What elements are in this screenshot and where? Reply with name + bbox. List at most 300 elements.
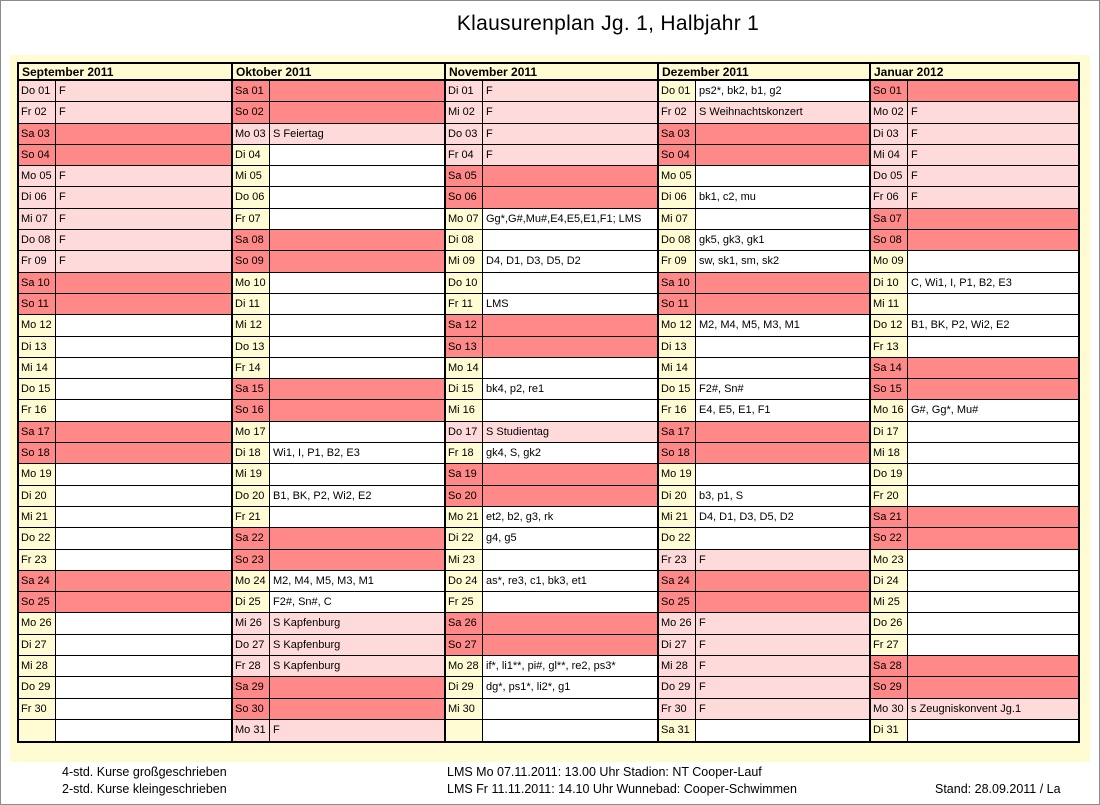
day-date: Sa 01 <box>233 81 270 101</box>
day-row <box>233 187 444 208</box>
day-row <box>871 379 1078 400</box>
month-column <box>444 64 657 741</box>
day-row <box>446 464 657 485</box>
day-entry <box>696 422 869 442</box>
day-date: Sa 17 <box>659 422 696 442</box>
day-row <box>659 699 869 720</box>
day-row <box>19 337 231 358</box>
day-entry: F <box>908 102 1078 122</box>
day-entry <box>270 315 444 335</box>
day-row <box>19 571 231 592</box>
day-entry: F2#, Sn# <box>696 379 869 399</box>
day-row <box>446 124 657 145</box>
day-row <box>233 677 444 698</box>
day-row <box>871 571 1078 592</box>
month-column <box>657 64 869 741</box>
day-entry: F <box>56 102 231 122</box>
day-date: Di 01 <box>446 81 483 101</box>
day-row <box>233 124 444 145</box>
day-row <box>446 592 657 613</box>
day-row <box>659 422 869 443</box>
day-date: Mo 19 <box>19 464 56 484</box>
day-entry <box>56 571 231 591</box>
day-entry: S Feiertag <box>270 124 444 144</box>
day-row <box>19 464 231 485</box>
day-date: Fr 07 <box>233 209 270 229</box>
day-entry: D4, D1, D3, D5, D2 <box>696 507 869 527</box>
day-date: So 22 <box>871 528 908 548</box>
day-entry: bk1, c2, mu <box>696 187 869 207</box>
day-row <box>233 699 444 720</box>
day-row <box>233 613 444 634</box>
day-date: Mi 02 <box>446 102 483 122</box>
day-row <box>446 379 657 400</box>
day-entry <box>56 656 231 676</box>
day-date: So 01 <box>871 81 908 101</box>
day-date: Do 29 <box>659 677 696 697</box>
day-date: Sa 21 <box>871 507 908 527</box>
day-row <box>871 464 1078 485</box>
day-entry <box>56 699 231 719</box>
day-entry <box>483 187 657 207</box>
day-entry <box>696 337 869 357</box>
day-date <box>19 720 56 741</box>
day-entry: gk4, S, gk2 <box>483 443 657 463</box>
day-row <box>871 81 1078 102</box>
day-row <box>871 187 1078 208</box>
day-entry <box>270 699 444 719</box>
day-date: Di 27 <box>659 635 696 655</box>
day-row <box>233 102 444 123</box>
day-row <box>446 81 657 102</box>
day-row <box>446 251 657 272</box>
day-entry: F <box>696 635 869 655</box>
day-row <box>233 358 444 379</box>
day-date: Sa 29 <box>233 677 270 697</box>
day-date: Di 20 <box>19 486 56 506</box>
day-date: Mo 17 <box>233 422 270 442</box>
month-header: Januar 2012 <box>871 64 1078 81</box>
day-date: Mi 21 <box>19 507 56 527</box>
day-entry: bk4, p2, re1 <box>483 379 657 399</box>
day-entry <box>270 507 444 527</box>
day-date: Do 01 <box>659 81 696 101</box>
day-date: Fr 04 <box>446 145 483 165</box>
day-entry <box>483 400 657 420</box>
day-date: Sa 10 <box>659 273 696 293</box>
day-entry <box>270 81 444 101</box>
day-date: So 11 <box>659 294 696 314</box>
day-entry <box>483 635 657 655</box>
day-date: So 04 <box>659 145 696 165</box>
day-date: Sa 28 <box>871 656 908 676</box>
day-row <box>446 209 657 230</box>
day-date: Di 29 <box>446 677 483 697</box>
day-row <box>233 315 444 336</box>
day-date: So 29 <box>871 677 908 697</box>
day-row <box>871 230 1078 251</box>
day-date: So 06 <box>446 187 483 207</box>
day-row <box>871 720 1078 741</box>
day-date: Mo 23 <box>871 550 908 570</box>
day-date: Fr 28 <box>233 656 270 676</box>
day-date: Sa 24 <box>19 571 56 591</box>
day-entry <box>270 294 444 314</box>
day-row <box>446 358 657 379</box>
day-date: Mi 04 <box>871 145 908 165</box>
day-entry <box>908 486 1078 506</box>
day-entry: F <box>908 166 1078 186</box>
day-row <box>446 613 657 634</box>
day-row <box>19 507 231 528</box>
day-entry: F <box>56 81 231 101</box>
day-date <box>446 720 483 741</box>
legend-line-1: 4-std. Kurse großgeschrieben <box>62 765 227 779</box>
day-date: Sa 14 <box>871 358 908 378</box>
day-date: Do 19 <box>871 464 908 484</box>
day-date: Di 24 <box>871 571 908 591</box>
day-date: Sa 10 <box>19 273 56 293</box>
day-entry <box>696 166 869 186</box>
day-date: Mo 24 <box>233 571 270 591</box>
day-row <box>446 528 657 549</box>
month-header: Oktober 2011 <box>233 64 444 81</box>
day-row <box>659 592 869 613</box>
day-entry <box>270 230 444 250</box>
day-date: Sa 07 <box>871 209 908 229</box>
day-row <box>871 656 1078 677</box>
day-entry: Wi1, I, P1, B2, E3 <box>270 443 444 463</box>
day-row <box>233 337 444 358</box>
day-date: Mi 28 <box>659 656 696 676</box>
day-date: Di 10 <box>871 273 908 293</box>
day-row <box>871 209 1078 230</box>
day-date: Di 08 <box>446 230 483 250</box>
day-row <box>659 379 869 400</box>
day-date: Mo 26 <box>19 613 56 633</box>
day-entry <box>270 209 444 229</box>
day-entry: if*, li1**, pi#, gl**, re2, ps3* <box>483 656 657 676</box>
day-row <box>659 443 869 464</box>
day-entry <box>56 358 231 378</box>
day-date: So 25 <box>659 592 696 612</box>
day-entry <box>56 720 231 741</box>
day-entry <box>483 486 657 506</box>
day-entry <box>483 720 657 741</box>
day-entry <box>56 379 231 399</box>
note-line-1: LMS Mo 07.11.2011: 13.00 Uhr Stadion: NT Cooper-Lauf <box>447 765 762 779</box>
day-entry <box>908 656 1078 676</box>
day-entry: S Kapfenburg <box>270 635 444 655</box>
day-row <box>659 251 869 272</box>
day-row <box>446 656 657 677</box>
day-entry <box>56 550 231 570</box>
day-date: Di 06 <box>19 187 56 207</box>
day-date: Mi 30 <box>446 699 483 719</box>
day-row <box>19 166 231 187</box>
day-date: Mi 18 <box>871 443 908 463</box>
day-row <box>446 635 657 656</box>
day-date: So 23 <box>233 550 270 570</box>
day-date: Do 05 <box>871 166 908 186</box>
day-entry <box>56 294 231 314</box>
day-date: Do 01 <box>19 81 56 101</box>
calendar-grid <box>17 62 1080 743</box>
day-entry <box>696 528 869 548</box>
day-date: Fr 02 <box>659 102 696 122</box>
day-row <box>659 187 869 208</box>
day-row <box>19 486 231 507</box>
day-row <box>446 699 657 720</box>
day-entry <box>56 337 231 357</box>
day-date: Di 06 <box>659 187 696 207</box>
day-row <box>233 550 444 571</box>
day-row <box>659 528 869 549</box>
day-date: Di 04 <box>233 145 270 165</box>
day-date: Di 18 <box>233 443 270 463</box>
day-row <box>446 550 657 571</box>
day-entry: D4, D1, D3, D5, D2 <box>483 251 657 271</box>
day-date: Di 25 <box>233 592 270 612</box>
day-date: Di 20 <box>659 486 696 506</box>
day-row <box>19 145 231 166</box>
day-date: Mo 16 <box>871 400 908 420</box>
note-line-2: LMS Fr 11.11.2011: 14.10 Uhr Wunnebad: Cooper-Schwimmen <box>447 782 797 796</box>
day-row <box>871 507 1078 528</box>
day-entry <box>696 464 869 484</box>
day-row <box>233 81 444 102</box>
day-date: Mo 05 <box>659 166 696 186</box>
day-entry: F <box>908 124 1078 144</box>
day-row <box>871 294 1078 315</box>
day-date: So 09 <box>233 251 270 271</box>
day-date: So 25 <box>19 592 56 612</box>
day-date: Di 11 <box>233 294 270 314</box>
day-date: Sa 22 <box>233 528 270 548</box>
day-row <box>659 464 869 485</box>
day-row <box>446 102 657 123</box>
day-entry <box>56 145 231 165</box>
day-date: Do 29 <box>19 677 56 697</box>
day-date: Fr 30 <box>19 699 56 719</box>
day-row <box>659 273 869 294</box>
day-date: Mi 21 <box>659 507 696 527</box>
day-entry <box>483 699 657 719</box>
day-entry <box>56 273 231 293</box>
day-date: Do 15 <box>19 379 56 399</box>
day-entry: gk5, gk3, gk1 <box>696 230 869 250</box>
day-row <box>871 613 1078 634</box>
day-entry <box>56 315 231 335</box>
day-entry <box>56 528 231 548</box>
day-date: So 04 <box>19 145 56 165</box>
day-entry <box>908 379 1078 399</box>
day-row <box>233 720 444 741</box>
day-row <box>871 124 1078 145</box>
day-date: Mo 02 <box>871 102 908 122</box>
day-entry <box>696 273 869 293</box>
day-row <box>446 315 657 336</box>
day-entry <box>908 464 1078 484</box>
day-entry: F <box>696 613 869 633</box>
day-row <box>659 145 869 166</box>
day-entry: S Kapfenburg <box>270 656 444 676</box>
day-entry: LMS <box>483 294 657 314</box>
day-entry: F <box>483 145 657 165</box>
day-entry: B1, BK, P2, Wi2, E2 <box>270 486 444 506</box>
day-entry: S Studientag <box>483 422 657 442</box>
day-row <box>446 166 657 187</box>
day-row <box>871 251 1078 272</box>
day-date: Mi 23 <box>446 550 483 570</box>
day-entry: s Zeugniskonvent Jg.1 <box>908 699 1078 719</box>
day-row <box>19 294 231 315</box>
day-row <box>19 251 231 272</box>
day-date: Do 08 <box>659 230 696 250</box>
day-date: So 11 <box>19 294 56 314</box>
day-row <box>659 337 869 358</box>
day-date: Mo 05 <box>19 166 56 186</box>
day-row <box>871 635 1078 656</box>
day-entry <box>270 187 444 207</box>
day-entry <box>908 550 1078 570</box>
day-date: Do 03 <box>446 124 483 144</box>
day-row <box>659 81 869 102</box>
day-date: Mo 12 <box>659 315 696 335</box>
day-row <box>19 209 231 230</box>
day-date: Di 13 <box>19 337 56 357</box>
day-date: So 18 <box>19 443 56 463</box>
day-row <box>446 230 657 251</box>
day-date: Fr 20 <box>871 486 908 506</box>
day-entry: S Kapfenburg <box>270 613 444 633</box>
day-entry: F <box>56 209 231 229</box>
day-date: Do 17 <box>446 422 483 442</box>
day-date: Do 20 <box>233 486 270 506</box>
day-date: Fr 23 <box>659 550 696 570</box>
day-row <box>233 230 444 251</box>
day-date: Do 08 <box>19 230 56 250</box>
day-entry <box>56 677 231 697</box>
day-entry <box>696 592 869 612</box>
day-row <box>871 400 1078 421</box>
day-date: Sa 19 <box>446 464 483 484</box>
day-entry <box>696 145 869 165</box>
day-date: Sa 26 <box>446 613 483 633</box>
day-entry <box>696 209 869 229</box>
day-entry <box>56 592 231 612</box>
day-row <box>446 486 657 507</box>
day-entry: F <box>483 102 657 122</box>
day-entry <box>56 400 231 420</box>
day-row <box>871 166 1078 187</box>
day-date: Fr 27 <box>871 635 908 655</box>
day-entry: F <box>696 550 869 570</box>
day-date: So 16 <box>233 400 270 420</box>
day-row <box>233 251 444 272</box>
day-row <box>446 422 657 443</box>
day-entry <box>908 443 1078 463</box>
day-row <box>871 102 1078 123</box>
day-row <box>233 400 444 421</box>
day-entry <box>696 571 869 591</box>
day-date: Mo 03 <box>233 124 270 144</box>
day-row <box>871 337 1078 358</box>
day-entry <box>483 166 657 186</box>
day-date: Sa 08 <box>233 230 270 250</box>
day-date: Do 22 <box>19 528 56 548</box>
day-entry: F <box>696 699 869 719</box>
day-entry <box>56 635 231 655</box>
day-entry <box>908 337 1078 357</box>
day-row <box>446 571 657 592</box>
day-row <box>446 337 657 358</box>
day-row <box>659 400 869 421</box>
day-row <box>659 315 869 336</box>
day-entry <box>696 294 869 314</box>
day-entry: F <box>696 656 869 676</box>
day-row <box>659 294 869 315</box>
day-entry <box>483 464 657 484</box>
day-date: Di 31 <box>871 720 908 741</box>
day-entry <box>270 400 444 420</box>
day-entry: E4, E5, E1, F1 <box>696 400 869 420</box>
day-row <box>19 400 231 421</box>
day-entry <box>908 720 1078 741</box>
day-date: So 27 <box>446 635 483 655</box>
day-entry <box>908 230 1078 250</box>
day-row <box>19 528 231 549</box>
day-entry <box>908 635 1078 655</box>
month-header: November 2011 <box>446 64 657 81</box>
day-row <box>233 422 444 443</box>
day-row <box>19 613 231 634</box>
day-date: Fr 13 <box>871 337 908 357</box>
day-date: Do 27 <box>233 635 270 655</box>
day-row <box>19 379 231 400</box>
day-date: Mo 19 <box>659 464 696 484</box>
day-entry <box>908 613 1078 633</box>
day-row <box>659 635 869 656</box>
day-entry: G#, Gg*, Mu# <box>908 400 1078 420</box>
day-date: Fr 21 <box>233 507 270 527</box>
day-date: Fr 16 <box>659 400 696 420</box>
day-row <box>446 273 657 294</box>
month-header: Dezember 2011 <box>659 64 869 81</box>
day-row <box>659 677 869 698</box>
day-entry <box>270 273 444 293</box>
day-date: Mo 31 <box>233 720 270 741</box>
day-row <box>446 507 657 528</box>
day-entry: F <box>56 166 231 186</box>
day-date: Mi 26 <box>233 613 270 633</box>
day-row <box>871 273 1078 294</box>
day-date: Sa 05 <box>446 166 483 186</box>
day-row <box>659 507 869 528</box>
day-date: So 02 <box>233 102 270 122</box>
day-row <box>233 528 444 549</box>
day-date: Mi 11 <box>871 294 908 314</box>
day-entry <box>270 358 444 378</box>
day-date: So 13 <box>446 337 483 357</box>
day-entry <box>270 145 444 165</box>
day-row <box>659 550 869 571</box>
day-row <box>19 81 231 102</box>
day-entry <box>908 251 1078 271</box>
day-entry: F <box>56 251 231 271</box>
day-row <box>871 699 1078 720</box>
day-entry: M2, M4, M5, M3, M1 <box>696 315 869 335</box>
